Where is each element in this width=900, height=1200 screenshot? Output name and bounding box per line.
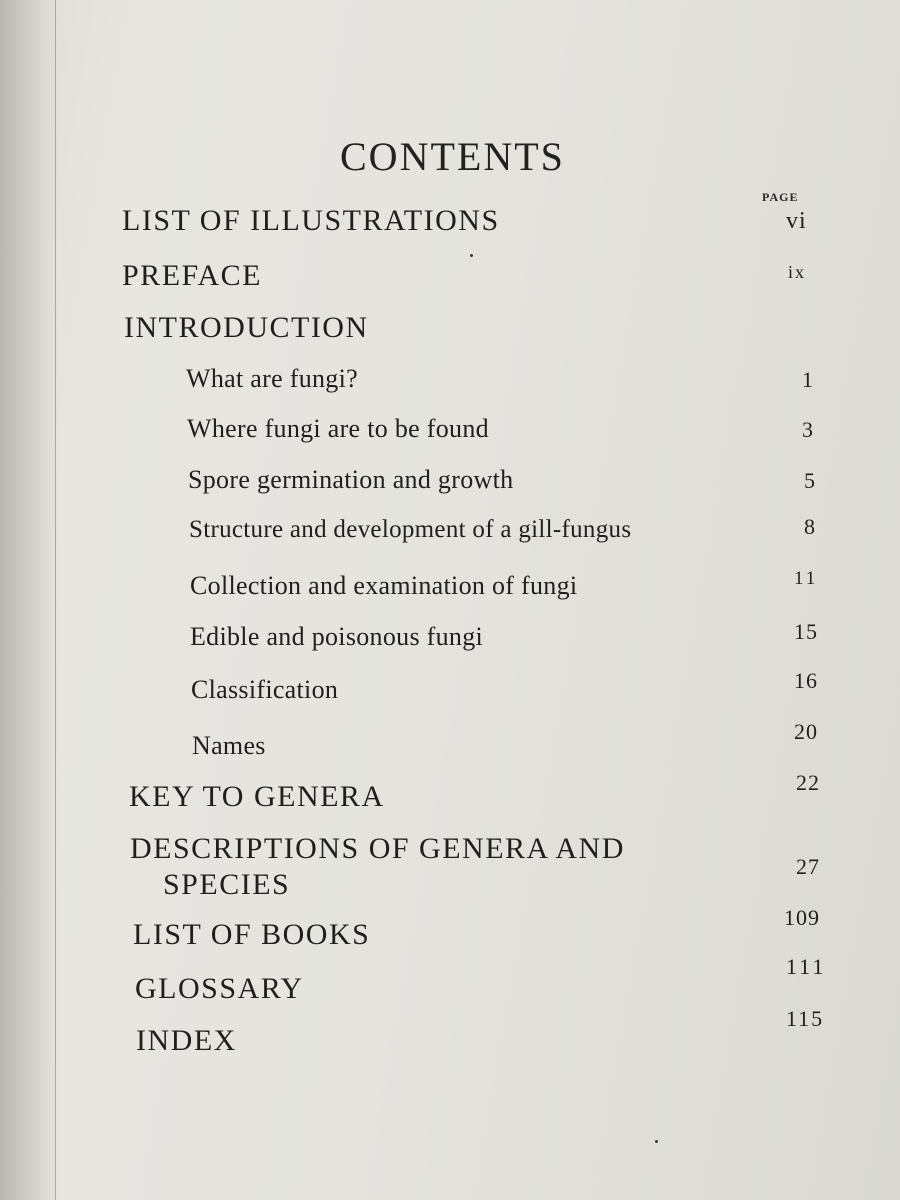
toc-page-index: 115	[786, 1006, 825, 1031]
toc-entry-collection-examination: Collection and examination of fungi	[190, 571, 578, 600]
toc-entry-structure-development: Structure and development of a gill-fungus	[189, 516, 632, 543]
toc-entry-key-to-genera: KEY TO GENERA	[129, 780, 385, 813]
toc-page-descriptions: 27	[796, 854, 820, 879]
paper-speck	[655, 1140, 658, 1143]
toc-entry-list-of-illustrations: LIST OF ILLUSTRATIONS	[122, 204, 500, 237]
toc-page-preface: ix	[788, 262, 807, 282]
page-column-header: PAGE	[762, 190, 799, 204]
toc-page-key-to-genera: 22	[796, 770, 820, 795]
toc-page-edible-poisonous: 15	[794, 619, 818, 644]
toc-entry-descriptions-line2: SPECIES	[163, 868, 291, 901]
toc-page-what-are-fungi: 1	[802, 367, 814, 392]
toc-entry-list-of-books: LIST OF BOOKS	[133, 918, 371, 951]
toc-entry-edible-poisonous: Edible and poisonous fungi	[190, 622, 484, 651]
paper-speck	[470, 254, 473, 257]
toc-entry-glossary: GLOSSARY	[135, 972, 304, 1005]
toc-entry-index: INDEX	[136, 1024, 237, 1057]
toc-page-classification: 16	[794, 668, 818, 693]
toc-entry-descriptions-line1: DESCRIPTIONS OF GENERA AND	[130, 832, 625, 865]
toc-page-glossary: 111	[786, 954, 827, 979]
toc-page-list-of-books: 109	[784, 905, 820, 930]
toc-page-collection-examination: 11	[794, 568, 819, 589]
toc-page-names: 20	[794, 719, 818, 744]
toc-entry-classification: Classification	[191, 675, 339, 704]
toc-page-where-fungi-found: 3	[802, 417, 814, 442]
toc-entry-spore-germination: Spore germination and growth	[188, 465, 514, 494]
toc-page-spore-germination: 5	[804, 468, 816, 493]
toc-page-structure-development: 8	[804, 514, 816, 539]
toc-page-list-of-illustrations: vi	[786, 208, 807, 234]
toc-entry-where-fungi-found: Where fungi are to be found	[187, 414, 489, 443]
contents-title: CONTENTS	[340, 134, 565, 179]
toc-entry-names: Names	[192, 731, 266, 760]
toc-entry-what-are-fungi: What are fungi?	[186, 364, 358, 393]
toc-entry-introduction: INTRODUCTION	[124, 311, 369, 344]
toc-entry-preface: PREFACE	[122, 259, 262, 292]
